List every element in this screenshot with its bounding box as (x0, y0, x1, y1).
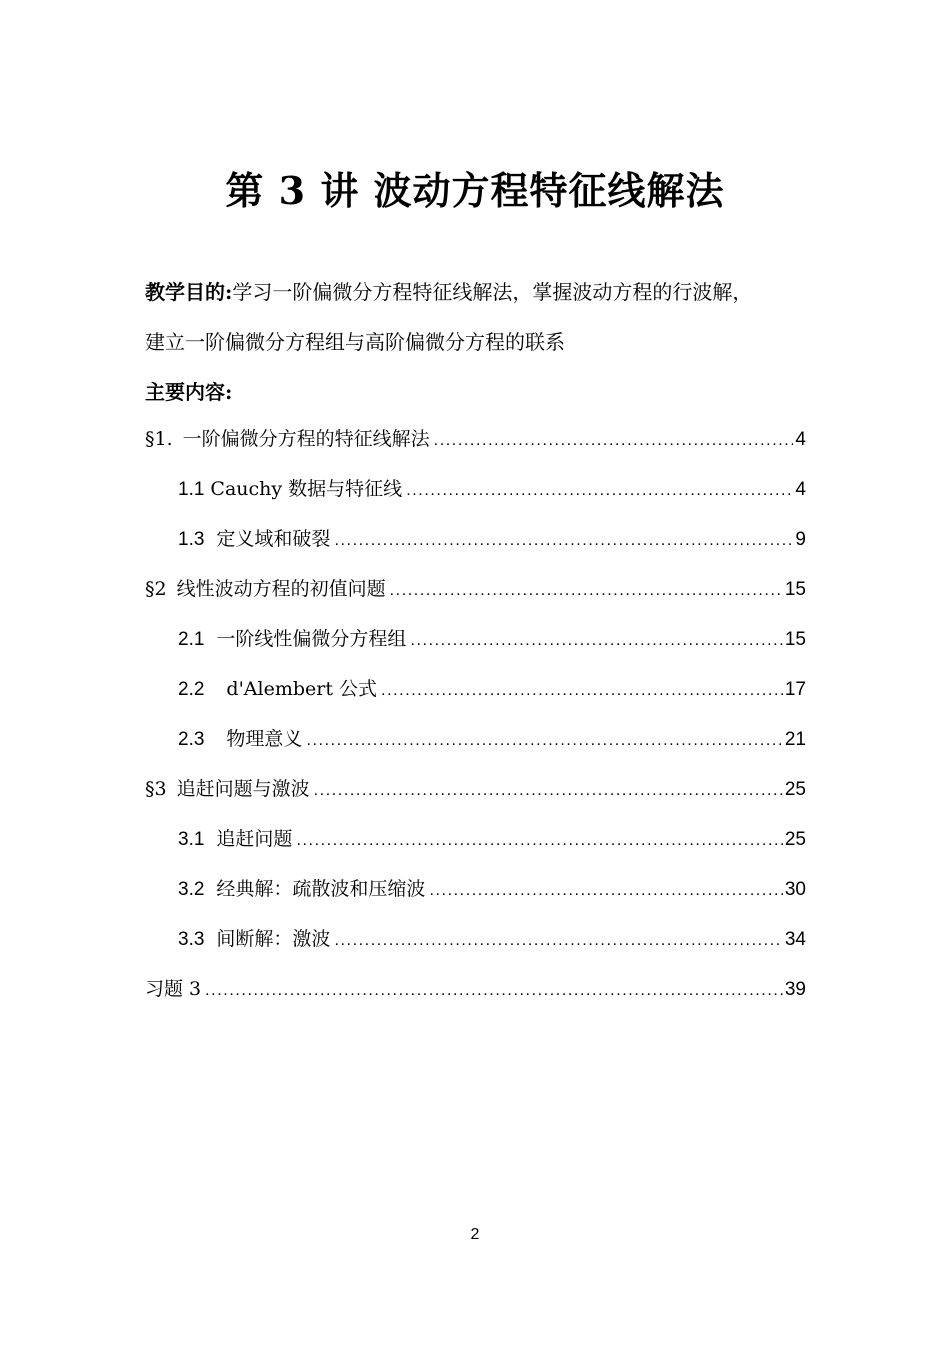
toc-entry-number: §2 (145, 578, 167, 600)
toc-entry-1-1[interactable] (145, 474, 806, 524)
toc-entry-title: Cauchy 数据与特征线 (210, 478, 403, 500)
toc-entry-number: 2.1 (178, 629, 205, 650)
toc-leader-dots (306, 726, 782, 756)
toc-leader-dots (381, 676, 783, 706)
toc-entry-title: d'Alembert 公式 (226, 678, 378, 700)
toc-entry-section-2[interactable] (145, 574, 806, 624)
toc-leader-dots (314, 776, 783, 806)
toc-entry-title: 定义域和破裂 (216, 528, 331, 550)
toc-entry-page: 4 (795, 479, 806, 500)
toc-entry-page: 17 (784, 679, 806, 700)
table-of-contents (145, 424, 806, 1024)
objective-line-1: 学习一阶偏微分方程特征线解法，掌握波动方程的行波解， (232, 280, 753, 304)
toc-entry-title: 习题 3 (145, 978, 202, 1000)
toc-leader-dots (334, 926, 782, 956)
toc-entry-page: 34 (784, 929, 806, 950)
toc-entry-number: 1.3 (178, 529, 205, 550)
toc-entry-number: 3.2 (178, 879, 205, 900)
toc-entry-number: 2.3 (178, 729, 205, 750)
toc-entry-page: 15 (784, 579, 806, 600)
toc-entry-2-1[interactable] (145, 624, 806, 674)
teaching-objective (145, 276, 815, 305)
toc-leader-dots (434, 426, 794, 456)
toc-leader-dots (205, 976, 783, 1006)
objective-line-2: 建立一阶偏微分方程组与高阶偏微分方程的联系 (145, 330, 565, 354)
toc-entry-title: 物理意义 (226, 728, 303, 750)
toc-entry-title: 追赶问题 (216, 828, 293, 850)
toc-entry-3-1[interactable] (145, 824, 806, 874)
toc-entry-2-3[interactable] (145, 724, 806, 774)
toc-leader-dots (296, 826, 782, 856)
toc-entry-exercises[interactable] (145, 974, 806, 1024)
toc-entry-number: §3 (145, 778, 167, 800)
toc-entry-page: 4 (795, 429, 806, 450)
objective-label: 教学目的: (145, 280, 233, 304)
toc-entry-title: 一阶偏微分方程的特征线解法 (182, 428, 430, 450)
toc-entry-title: 线性波动方程的初值问题 (176, 578, 386, 600)
toc-entry-section-3[interactable] (145, 774, 806, 824)
toc-entry-title: 一阶线性偏微分方程组 (216, 628, 407, 650)
toc-entry-3-2[interactable] (145, 874, 806, 924)
toc-entry-section-1[interactable] (145, 424, 806, 474)
toc-entry-page: 21 (784, 729, 806, 750)
toc-leader-dots (429, 876, 782, 906)
toc-entry-page: 39 (784, 979, 806, 1000)
toc-entry-page: 30 (784, 879, 806, 900)
toc-entry-page: 25 (784, 829, 806, 850)
page-number: 2 (470, 1226, 480, 1243)
toc-entry-page: 9 (795, 529, 806, 550)
toc-entry-number: 2.2 (178, 679, 205, 700)
toc-entry-number: §1. (145, 428, 173, 450)
toc-leader-dots (410, 626, 782, 656)
toc-entry-title: 追赶问题与激波 (176, 778, 310, 800)
main-content-label: 主要内容: (145, 380, 233, 404)
toc-entry-number: 3.1 (178, 829, 205, 850)
toc-leader-dots (334, 526, 793, 556)
toc-entry-page: 15 (784, 629, 806, 650)
toc-entry-title: 间断解：激波 (216, 928, 331, 950)
teaching-objective-continued (145, 326, 815, 355)
toc-entry-1-3[interactable] (145, 524, 806, 574)
toc-entry-title: 经典解：疏散波和压缩波 (216, 878, 426, 900)
toc-entry-number: 1.1 (178, 479, 205, 500)
toc-entry-number: 3.3 (178, 929, 205, 950)
page-title: 第 3 讲 波动方程特征线解法 (225, 168, 725, 213)
toc-leader-dots (390, 576, 783, 606)
toc-entry-3-3[interactable] (145, 924, 806, 974)
toc-entry-page: 25 (784, 779, 806, 800)
toc-entry-2-2[interactable] (145, 674, 806, 724)
toc-leader-dots (406, 476, 793, 506)
